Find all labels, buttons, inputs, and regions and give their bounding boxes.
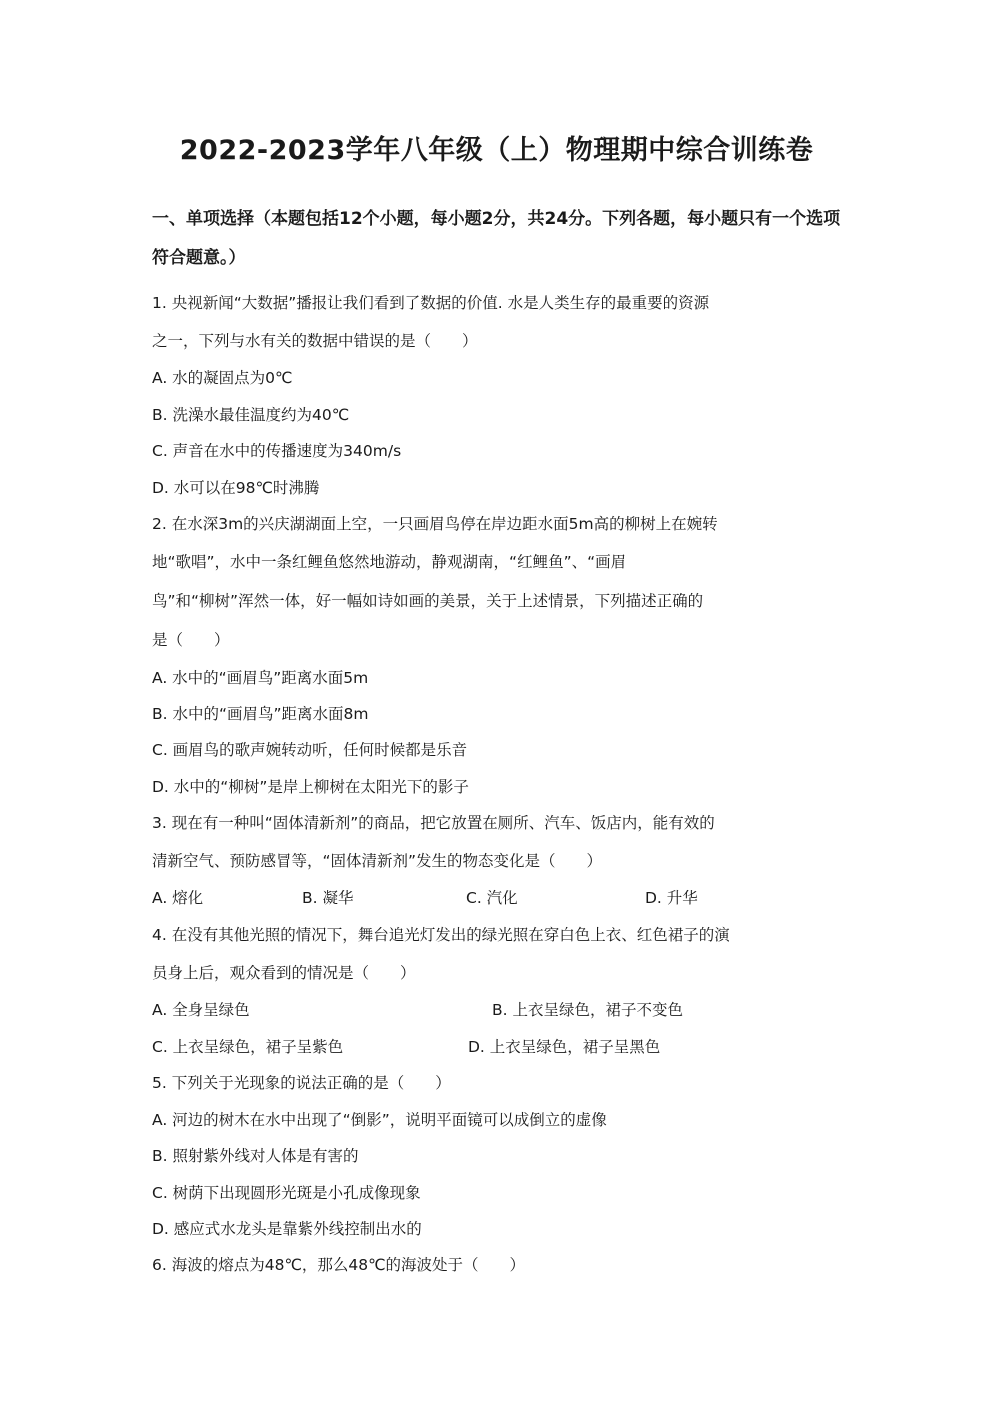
question-5-option-c: C. 树荫下出现圆形光斑是小孔成像现象 [152, 1184, 421, 1202]
question-2-option-c: C. 画眉鸟的歌声婉转动听，任何时候都是乐音 [152, 741, 468, 759]
question-5-stem-line-1: 5. 下列关于光现象的说法正确的是（ ） [152, 1074, 451, 1092]
question-5-option-d: D. 感应式水龙头是靠紫外线控制出水的 [152, 1220, 422, 1238]
question-1-option-a: A. 水的凝固点为0℃ [152, 369, 293, 387]
question-2-stem-line-2: 地“歌唱”，水中一条红鲤鱼悠然地游动，静观湖南，“红鲤鱼”、“画眉 [152, 553, 627, 571]
question-4-option-b: B. 上衣呈绿色，裙子不变色 [492, 1001, 683, 1019]
question-4-stem-line-2: 员身上后，观众看到的情况是（ ） [152, 964, 416, 982]
question-2-stem-line-1: 2. 在水深3m的兴庆湖湖面上空，一只画眉鸟停在岸边距水面5m高的柳树上在婉转 [152, 515, 718, 533]
question-3-option-b: B. 凝华 [302, 889, 354, 907]
question-2-stem-line-4: 是（ ） [152, 631, 230, 649]
question-4-option-a: A. 全身呈绿色 [152, 1001, 250, 1019]
question-4-options-row-1 [152, 998, 852, 1022]
question-3-options-row [152, 886, 852, 910]
section-heading: 一、单项选择（本题包括12个小题，每小题2分，共24分。下列各题，每小题只有一个选项符合题意。） [152, 209, 841, 268]
question-6-stem-line-1: 6. 海波的熔点为48℃，那么48℃的海波处于（ ） [152, 1256, 525, 1274]
question-3-stem-line-1: 3. 现在有一种叫“固体清新剂”的商品，把它放置在厕所、汽车、饭店内，能有效的 [152, 814, 715, 832]
question-2-stem-line-3: 鸟”和“柳树”浑然一体，好一幅如诗如画的美景，关于上述情景，下列描述正确的 [152, 592, 704, 610]
question-1-option-b: B. 洗澡水最佳温度约为40℃ [152, 406, 350, 424]
question-2-option-b: B. 水中的“画眉鸟”距离水面8m [152, 705, 369, 723]
question-4-option-c: C. 上衣呈绿色，裙子呈紫色 [152, 1038, 344, 1056]
question-1-option-d: D. 水可以在98℃时沸腾 [152, 479, 320, 497]
question-2-option-d: D. 水中的“柳树”是岸上柳树在太阳光下的影子 [152, 778, 469, 796]
question-3-option-d: D. 升华 [645, 889, 698, 907]
question-3-stem-line-2: 清新空气、预防感冒等，“固体清新剂”发生的物态变化是（ ） [152, 852, 603, 870]
question-4-option-d: D. 上衣呈绿色，裙子呈黑色 [468, 1038, 661, 1056]
question-5-option-a: A. 河边的树木在水中出现了“倒影”，说明平面镜可以成倒立的虚像 [152, 1111, 607, 1129]
question-4-options-row-2 [152, 1035, 852, 1059]
question-4-stem-line-1: 4. 在没有其他光照的情况下，舞台追光灯发出的绿光照在穿白色上衣、红色裙子的演 [152, 926, 730, 944]
question-1-option-c: C. 声音在水中的传播速度为340m/s [152, 442, 402, 460]
question-2-option-a: A. 水中的“画眉鸟”距离水面5m [152, 669, 369, 687]
question-3-option-a: A. 熔化 [152, 889, 204, 907]
question-1-stem-line-1: 1. 央视新闻“大数据”播报让我们看到了数据的价值. 水是人类生存的最重要的资源 [152, 294, 710, 312]
question-3-option-c: C. 汽化 [466, 889, 518, 907]
question-5-option-b: B. 照射紫外线对人体是有害的 [152, 1147, 359, 1165]
question-1-stem-line-2: 之一，下列与水有关的数据中错误的是（ ） [152, 332, 478, 350]
exam-title: 2022-2023学年八年级（上）物理期中综合训练卷 [179, 135, 814, 166]
